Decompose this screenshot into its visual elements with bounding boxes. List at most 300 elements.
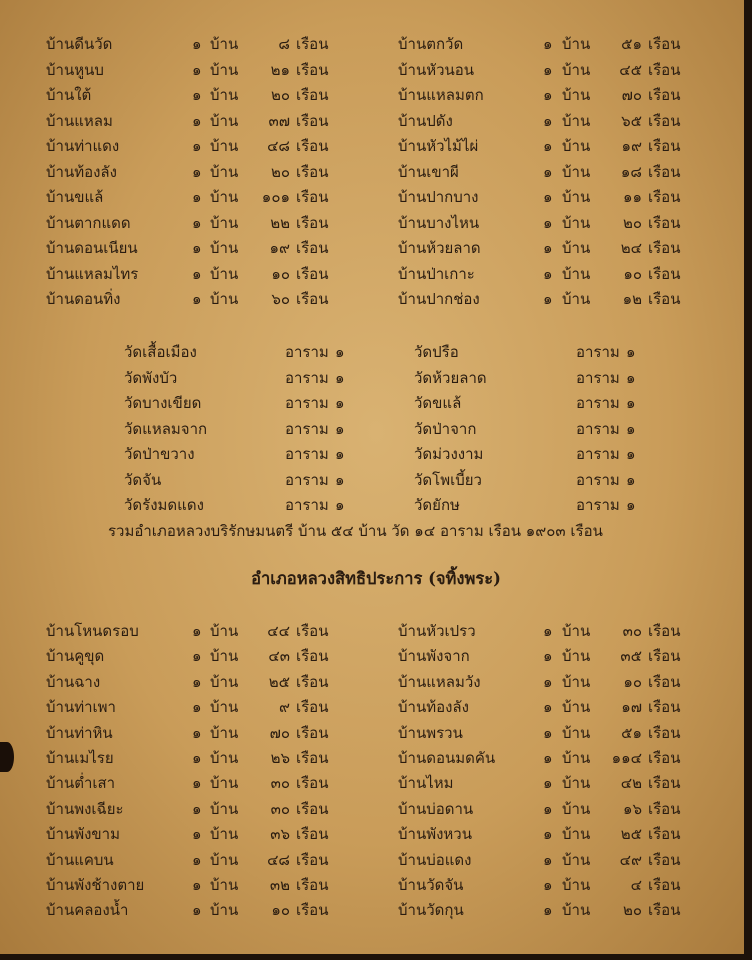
village-count: ๑ [192,35,202,53]
house-count: ๓๖ [270,825,290,844]
village-name: บ้านฉาง [46,672,101,691]
house-unit: เรือน [296,35,329,53]
house-unit: เรือน [296,723,329,742]
village-count: ๑ [543,162,553,181]
village-name: บ้านใต้ [46,86,92,104]
village-unit: บ้าน [562,111,591,130]
house-unit: เรือน [648,774,681,793]
village-name: บ้านดอนมดคัน [398,749,496,767]
village-row [0,83,740,107]
village-unit: บ้าน [210,647,239,666]
house-count: ๖๕ [621,111,642,130]
house-unit: เรือน [648,60,681,79]
village-count: ๑ [543,188,553,206]
temple-name: วัดบางเขียด [124,394,202,412]
village-unit: บ้าน [562,239,591,257]
village-name: บ้านไหม [398,774,454,793]
temple-unit: อาราม [576,470,620,489]
house-unit: เรือน [648,850,681,869]
village-count: ๑ [543,901,553,920]
village-name: บ้านเมไรย [46,749,114,767]
temple-name: วัดพังบัว [124,368,178,387]
village-count: ๑ [192,60,202,79]
house-unit: เรือน [296,86,329,104]
house-unit: เรือน [296,901,329,920]
temple-name: วัดป่าขวาง [124,445,195,463]
village-count: ๑ [543,876,553,894]
village-count: ๑ [543,698,553,717]
house-unit: เรือน [296,239,329,257]
temple-row [0,366,740,390]
temple-name: วัดม่วงงาม [414,445,484,463]
house-count: ๕๑ [621,723,642,742]
house-count: ๑๑๔ [611,749,642,767]
village-name: บ้านปากช่อง [398,290,480,308]
house-count: ๖๐ [271,290,290,308]
village-row [0,160,740,184]
village-unit: บ้าน [562,290,591,308]
village-name: บ้านหัวนอน [398,60,475,79]
village-count: ๑ [543,825,553,844]
village-unit: บ้าน [210,290,239,308]
village-count: ๑ [192,672,202,691]
village-name: บ้านตากแดด [46,213,131,232]
house-unit: เรือน [296,111,329,130]
village-row [0,185,740,209]
house-count: ๑๐ [623,672,642,691]
temple-count: ๑ [335,343,345,361]
village-name: บ้านหูนบ [46,60,104,79]
village-unit: บ้าน [562,264,591,283]
village-unit: บ้าน [210,774,239,793]
village-row [0,898,740,922]
house-count: ๙ [279,698,290,717]
house-count: ๑๐๑ [261,188,290,206]
house-count: ๑๘ [620,162,642,181]
village-unit: บ้าน [210,60,239,79]
house-count: ๔๘ [267,850,290,869]
village-name: บ้านดีนวัด [46,35,113,53]
village-row [0,262,740,286]
house-unit: เรือน [648,698,681,717]
house-unit: เรือน [648,137,681,155]
house-unit: เรือน [648,111,681,130]
village-name: บ้านหัวเปรว [398,622,476,640]
village-row [0,287,740,311]
village-name: บ้านวัดกุน [398,901,464,920]
house-unit: เรือน [296,622,329,640]
village-row [0,848,740,872]
village-name: บ้านต่ำเสา [46,774,116,793]
village-unit: บ้าน [562,86,591,104]
village-count: ๑ [543,774,553,793]
temple-name: วัดโพเบี้ยว [414,470,482,489]
village-count: ๑ [192,86,202,104]
village-name: บ้านท่าแดง [46,137,120,155]
village-unit: บ้าน [562,35,591,53]
village-count: ๑ [543,290,553,308]
village-unit: บ้าน [562,901,591,920]
house-unit: เรือน [648,239,681,257]
house-count: ๒๕ [268,672,290,691]
temple-unit: อาราม [285,496,329,514]
village-count: ๑ [192,188,202,206]
temple-count: ๑ [335,368,345,387]
temple-unit: อาราม [285,394,329,412]
house-count: ๓๐ [270,799,290,818]
house-unit: เรือน [648,799,681,818]
village-unit: บ้าน [210,188,239,206]
village-count: ๑ [543,111,553,130]
house-unit: เรือน [296,264,329,283]
house-count: ๔๔ [267,622,290,640]
village-row [0,32,740,56]
temple-name: วัดแหลมจาก [124,419,208,438]
village-unit: บ้าน [210,111,239,130]
house-count: ๘ [278,35,290,53]
temple-name: วัดป่าจาก [414,419,477,438]
village-name: บ้านดอนทิ่ง [46,290,121,308]
temple-unit: อาราม [576,343,620,361]
village-unit: บ้าน [210,698,239,717]
village-row [0,873,740,897]
temple-row [0,391,740,415]
village-name: บ้านบางไหน [398,213,480,232]
temple-unit: อาราม [285,445,329,463]
house-count: ๑๐ [623,264,642,283]
village-unit: บ้าน [210,799,239,818]
village-name: บ้านโหนดรอบ [46,622,139,640]
house-count: ๒๖ [270,749,290,767]
house-unit: เรือน [648,188,681,206]
house-unit: เรือน [296,850,329,869]
house-unit: เรือน [296,137,329,155]
village-count: ๑ [543,35,553,53]
temple-count: ๑ [626,419,636,438]
house-count: ๓๐ [622,622,642,640]
temple-count: ๑ [335,496,345,514]
village-unit: บ้าน [562,162,591,181]
house-count: ๑๙ [269,239,290,257]
village-name: บ้านพรวน [398,723,463,742]
village-row [0,619,740,643]
village-name: บ้านคูขุด [46,647,105,666]
village-unit: บ้าน [210,162,239,181]
temple-count: ๑ [626,470,636,489]
village-name: บ้านป่าเกาะ [398,264,475,283]
village-count: ๑ [192,162,202,181]
village-count: ๑ [543,647,553,666]
house-unit: เรือน [296,213,329,232]
village-count: ๑ [543,86,553,104]
temple-row [0,493,740,517]
house-count: ๒๒ [270,213,290,232]
house-unit: เรือน [296,799,329,818]
village-row [0,109,740,133]
village-unit: บ้าน [562,825,591,844]
house-unit: เรือน [648,35,681,53]
village-row [0,771,740,795]
village-unit: บ้าน [562,850,591,869]
village-unit: บ้าน [562,188,591,206]
village-unit: บ้าน [210,264,239,283]
temple-count: ๑ [626,445,636,463]
village-name: บ้านแหลมตก [398,86,484,104]
village-name: บ้านเขาผี [398,162,459,181]
house-unit: เรือน [648,647,681,666]
house-count: ๓๗ [268,111,290,130]
village-name: บ้านพงเฉียะ [46,799,124,818]
village-count: ๑ [192,647,202,666]
village-name: บ้านหัวไม้ไผ่ [398,137,479,155]
temple-name: วัดรังมดแดง [124,496,204,514]
village-count: ๑ [192,749,202,767]
village-row [0,797,740,821]
village-unit: บ้าน [562,876,591,894]
house-unit: เรือน [296,188,329,206]
house-count: ๒๐ [622,213,642,232]
village-name: บ้านแหลมไทร [46,264,139,283]
village-count: ๑ [192,799,202,818]
village-unit: บ้าน [210,35,239,53]
village-name: บ้านวัดจัน [398,876,464,894]
temple-unit: อาราม [576,394,620,412]
house-unit: เรือน [296,825,329,844]
village-row [0,644,740,668]
temple-unit: อาราม [285,470,329,489]
village-name: บ้านท้องลัง [398,698,469,717]
village-row [0,721,740,745]
village-unit: บ้าน [210,825,239,844]
village-unit: บ้าน [210,749,239,767]
temple-count: ๑ [626,496,636,514]
house-unit: เรือน [296,876,329,894]
village-count: ๑ [543,137,553,155]
temple-name: วัดปรือ [414,343,459,361]
village-count: ๑ [192,264,202,283]
village-name: บ้านแหลม [46,111,113,130]
house-unit: เรือน [296,647,329,666]
house-count: ๔๒ [620,774,642,793]
house-count: ๔ [630,876,642,894]
temple-count: ๑ [626,394,636,412]
house-count: ๔๓ [268,647,290,666]
village-row [0,58,740,82]
house-unit: เรือน [648,825,681,844]
house-unit: เรือน [648,213,681,232]
temple-name: วัดเสื้อเมือง [124,343,197,361]
village-name: บ้านปดัง [398,111,453,130]
house-count: ๗๐ [269,723,290,742]
temple-name: วัดห้วยลาด [414,368,487,387]
village-unit: บ้าน [562,749,591,767]
village-unit: บ้าน [562,213,591,232]
house-count: ๑๑ [622,188,642,206]
house-count: ๒๔ [620,239,642,257]
district-title: อำเภอหลวงสิทธิประการ (จทิ้งพระ) [251,569,501,588]
village-name: บ้านแหลมวัง [398,672,481,691]
house-unit: เรือน [296,672,329,691]
village-unit: บ้าน [210,723,239,742]
village-unit: บ้าน [562,723,591,742]
village-name: บ้านพังจาก [398,647,470,666]
house-unit: เรือน [296,749,329,767]
village-unit: บ้าน [210,876,239,894]
house-unit: เรือน [296,698,329,717]
village-count: ๑ [192,213,202,232]
village-name: บ้านปากบาง [398,188,479,206]
village-count: ๑ [192,622,202,640]
house-count: ๑๒ [622,290,642,308]
village-name: บ้านคลองน้ำ [46,901,129,920]
house-count: ๗๐ [621,86,642,104]
house-count: ๑๖ [622,799,642,818]
village-unit: บ้าน [562,774,591,793]
village-unit: บ้าน [210,239,239,257]
village-unit: บ้าน [562,672,591,691]
village-count: ๑ [543,723,553,742]
village-name: บ้านขแล้ [46,188,104,206]
village-unit: บ้าน [562,622,591,640]
village-name: บ้านพังหวน [398,825,472,844]
village-row [0,211,740,235]
house-count: ๓๕ [620,647,642,666]
village-unit: บ้าน [210,672,239,691]
village-count: ๑ [192,290,202,308]
house-count: ๑๐ [271,264,290,283]
temple-unit: อาราม [285,368,329,387]
house-unit: เรือน [296,162,329,181]
village-count: ๑ [543,672,553,691]
temple-unit: อาราม [576,419,620,438]
house-unit: เรือน [296,60,329,79]
house-count: ๒๑ [270,60,290,79]
house-count: ๑๐ [271,901,290,920]
village-unit: บ้าน [210,622,239,640]
house-count: ๒๐ [270,86,290,104]
village-count: ๑ [543,749,553,767]
village-count: ๑ [543,239,553,257]
house-count: ๒๐ [622,901,642,920]
page-edge [0,954,752,960]
village-row [0,695,740,719]
village-unit: บ้าน [562,137,591,155]
village-count: ๑ [192,137,202,155]
house-count: ๓๐ [270,774,290,793]
village-count: ๑ [192,723,202,742]
temple-count: ๑ [335,470,345,489]
village-count: ๑ [192,698,202,717]
village-name: บ้านบ่อดาน [398,799,474,818]
village-unit: บ้าน [210,901,239,920]
house-unit: เรือน [648,749,681,767]
house-count: ๓๒ [269,876,290,894]
village-name: บ้านห้วยลาด [398,239,481,257]
house-unit: เรือน [296,774,329,793]
house-count: ๑๗ [621,698,642,717]
temple-unit: อาราม [576,496,620,514]
house-unit: เรือน [648,672,681,691]
village-unit: บ้าน [210,86,239,104]
village-count: ๑ [192,850,202,869]
village-count: ๑ [543,622,553,640]
house-unit: เรือน [648,622,681,640]
village-name: บ้านพังขาม [46,825,120,844]
temple-count: ๑ [335,419,345,438]
temple-unit: อาราม [285,419,329,438]
temple-count: ๑ [626,343,636,361]
house-unit: เรือน [648,723,681,742]
temple-unit: อาราม [576,445,620,463]
temple-name: วัดยักษ [414,496,460,514]
temple-row [0,417,740,441]
village-row [0,134,740,158]
village-count: ๑ [192,825,202,844]
temple-row [0,442,740,466]
village-row [0,746,740,770]
village-count: ๑ [543,213,553,232]
village-name: บ้านบ่อแดง [398,850,472,869]
temple-row [0,340,740,364]
temple-unit: อาราม [285,343,329,361]
village-unit: บ้าน [210,213,239,232]
village-count: ๑ [543,850,553,869]
village-unit: บ้าน [562,647,591,666]
village-unit: บ้าน [562,698,591,717]
house-count: ๑๙ [621,137,642,155]
village-count: ๑ [192,774,202,793]
village-unit: บ้าน [210,137,239,155]
house-count: ๔๙ [619,850,642,869]
temple-row [0,468,740,492]
village-count: ๑ [543,264,553,283]
house-count: ๕๑ [621,35,642,53]
temple-count: ๑ [335,394,345,412]
village-row [0,822,740,846]
village-name: บ้านดอนเนียน [46,239,138,257]
village-unit: บ้าน [562,799,591,818]
temple-name: วัดขแล้ [414,394,462,412]
house-unit: เรือน [648,162,681,181]
village-count: ๑ [192,111,202,130]
village-name: บ้านแคบน [46,850,114,869]
house-count: ๒๕ [620,825,642,844]
house-unit: เรือน [648,876,681,894]
village-row [0,670,740,694]
village-count: ๑ [192,239,202,257]
village-unit: บ้าน [562,60,591,79]
village-name: บ้านท้องลัง [46,162,117,181]
district-summary: รวมอำเภอหลวงบริรักษมนตรี บ้าน ๕๔ บ้าน วัด ๑๔ อาราม เรือน ๑๙๐๓ เรือน [108,522,603,540]
village-count: ๑ [192,901,202,920]
house-unit: เรือน [648,86,681,104]
temple-unit: อาราม [576,368,620,387]
village-name: บ้านพังช้างตาย [46,876,145,894]
village-count: ๑ [543,60,553,79]
village-count: ๑ [192,876,202,894]
house-unit: เรือน [648,290,681,308]
village-name: บ้านท่าหิน [46,723,113,742]
village-count: ๑ [543,799,553,818]
house-count: ๒๐ [270,162,290,181]
temple-count: ๑ [335,445,345,463]
village-row [0,236,740,260]
page-edge [744,0,752,960]
house-unit: เรือน [296,290,329,308]
house-count: ๔๘ [267,137,290,155]
village-name: บ้านท่าเพา [46,698,116,717]
village-unit: บ้าน [210,850,239,869]
